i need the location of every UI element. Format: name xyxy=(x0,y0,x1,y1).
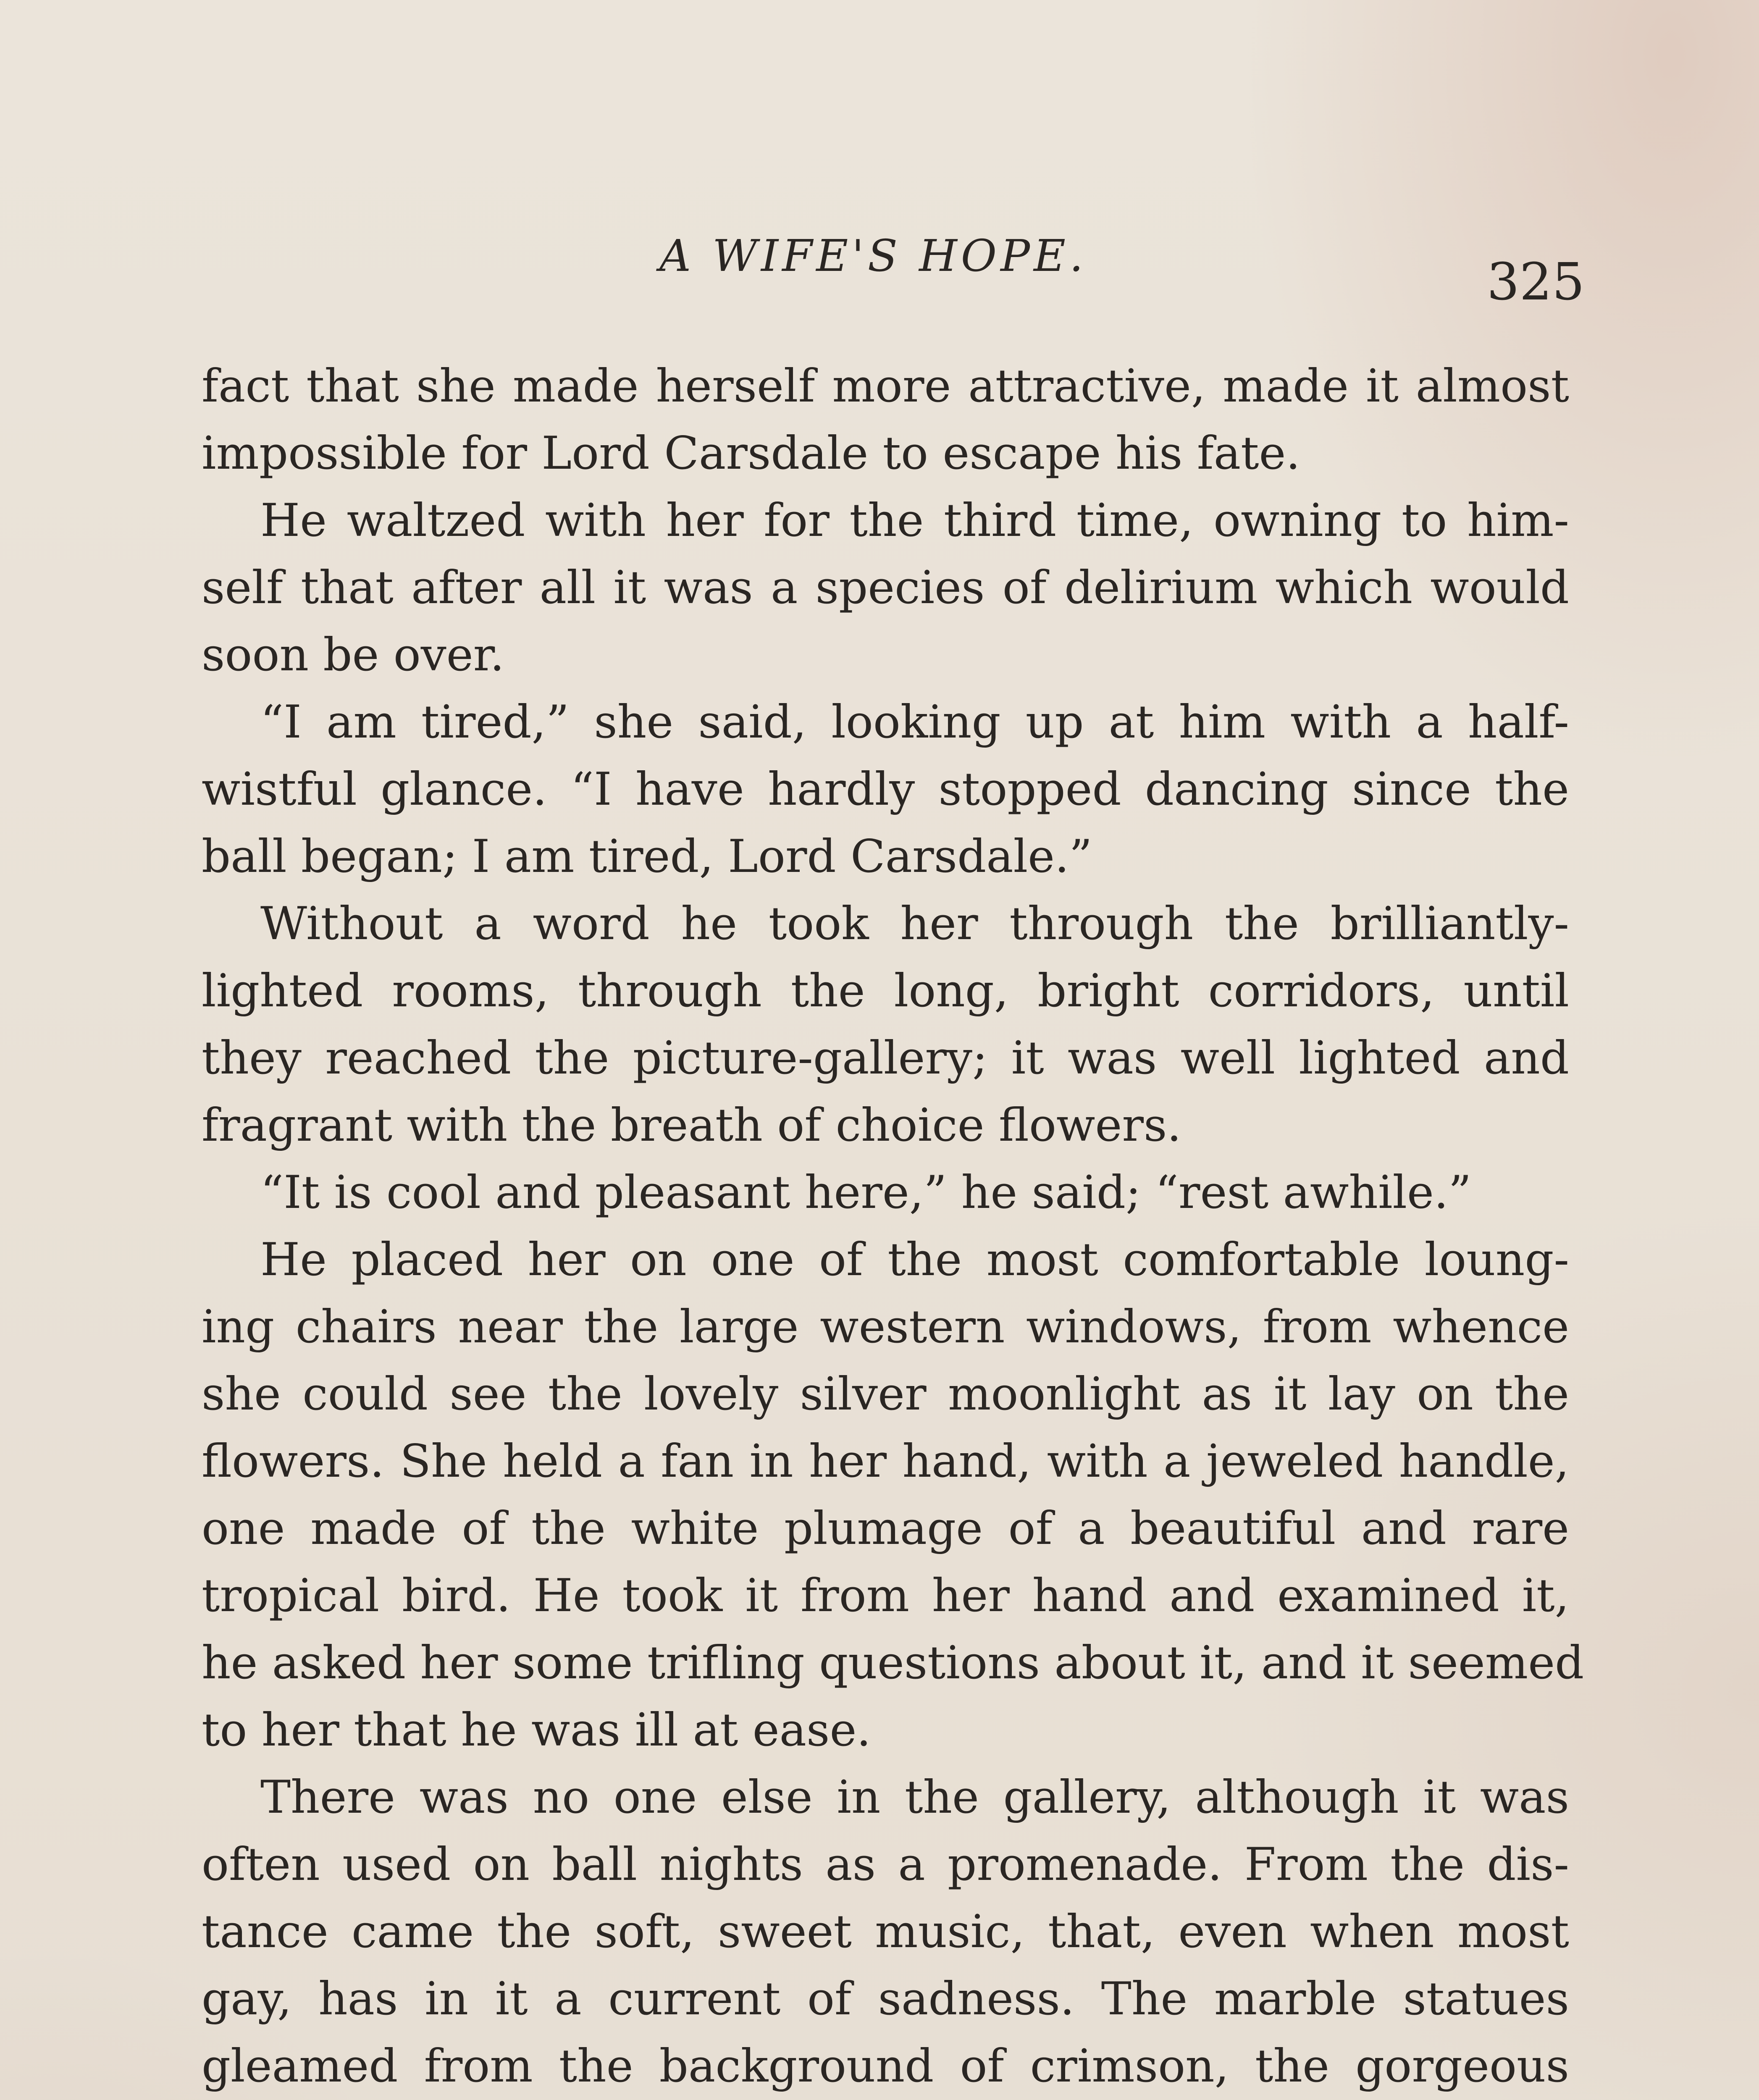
text-line: ball began; I am tired, Lord Carsdale.” xyxy=(202,830,1092,883)
text-line: tance came the soft, sweet music, that, even when most xyxy=(202,1906,1569,1958)
page-number: 325 xyxy=(1487,252,1585,312)
text-line: to her that he was ill at ease. xyxy=(202,1704,871,1756)
text-line: tropical bird. He took it from her hand and examined it, xyxy=(202,1570,1569,1622)
text-line: gay, has in it a current of sadness. The marble statues xyxy=(202,1973,1569,2025)
text-line: He placed her on one of the most comfortable loung- xyxy=(260,1234,1569,1286)
text-line: “I am tired,” she said, looking up at him with a half- xyxy=(260,696,1569,748)
text-line: flowers. She held a fan in her hand, with a jeweled handle, xyxy=(202,1435,1569,1488)
text-line: he asked her some trifling questions about it, and it seemed xyxy=(202,1637,1584,1689)
text-line: There was no one else in the gallery, although it was xyxy=(260,1771,1569,1824)
text-line: self that after all it was a species of delirium which would xyxy=(202,562,1569,614)
text-line: lighted rooms, through the long, bright corridors, until xyxy=(202,965,1569,1017)
text-line: ing chairs near the large western windows, from whence xyxy=(202,1301,1569,1353)
text-line: “It is cool and pleasant here,” he said; “rest awhile.” xyxy=(260,1166,1472,1219)
text-line: they reached the picture-gallery; it was well lighted and xyxy=(202,1032,1569,1084)
text-line: fact that she made herself more attractive, made it almost xyxy=(202,360,1569,412)
text-line: wistful glance. “I have hardly stopped dancing since the xyxy=(202,763,1569,816)
text-line: fragrant with the breath of choice flowers. xyxy=(202,1099,1181,1152)
text-line: soon be over. xyxy=(202,629,504,681)
text-line: impossible for Lord Carsdale to escape his fate. xyxy=(202,427,1300,480)
text-line: she could see the lovely silver moonlight as it lay on the xyxy=(202,1368,1569,1420)
text-line: Without a word he took her through the brilliantly- xyxy=(260,898,1569,950)
text-line: one made of the white plumage of a beautiful and rare xyxy=(202,1502,1569,1555)
text-line: gleamed from the background of crimson, the gorgeous xyxy=(202,2040,1569,2092)
text-line: He waltzed with her for the third time, owning to him- xyxy=(260,494,1569,547)
text-line: often used on ball nights as a promenade. From the dis- xyxy=(202,1838,1569,1891)
running-head-title: A WIFE'S HOPE. xyxy=(659,230,1087,281)
